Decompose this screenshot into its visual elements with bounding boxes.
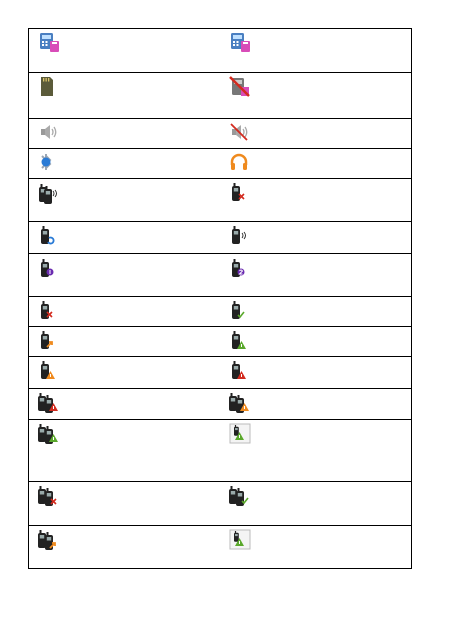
icon-table-body [29, 29, 412, 569]
table-cell [29, 73, 221, 119]
table-cell [29, 357, 221, 389]
phones-warning-red-icon [38, 392, 62, 414]
memory-card-phone-icon [229, 32, 253, 54]
sd-card-blocked-icon [229, 76, 253, 98]
phone-check-icon [229, 300, 253, 322]
table-cell [220, 119, 412, 149]
table-cell [29, 526, 221, 569]
table-cell [220, 482, 412, 526]
table-cell [29, 297, 221, 327]
table-row [29, 297, 412, 327]
phone-warning-green-icon [229, 330, 253, 352]
phone-talking-icon [229, 225, 253, 247]
table-cell [29, 179, 221, 222]
table-cell [220, 357, 412, 389]
table-cell [220, 73, 412, 119]
table-cell [220, 297, 412, 327]
sd-card-icon [38, 76, 62, 98]
table-cell [220, 222, 412, 254]
table-cell [29, 389, 221, 420]
phone-error-icon [229, 182, 253, 204]
table-row [29, 327, 412, 357]
table-cell [29, 482, 221, 526]
table-row [29, 420, 412, 482]
icon-table [28, 28, 412, 569]
headphones-icon [229, 152, 253, 174]
table-row [29, 389, 412, 420]
table-cell [29, 254, 221, 297]
phones-talking-icon [38, 182, 62, 204]
table-row [29, 73, 412, 119]
table-cell [220, 179, 412, 222]
phone-line1-icon [38, 257, 62, 279]
phones-warning-orange-icon [229, 392, 253, 414]
phones-arrow-icon [38, 529, 62, 551]
table-row [29, 357, 412, 389]
speaker-icon [38, 122, 62, 144]
table-row [29, 29, 412, 73]
table-cell [29, 119, 221, 149]
table-cell [220, 327, 412, 357]
table-row [29, 179, 412, 222]
table-row [29, 149, 412, 179]
phones-warning-green-icon [38, 423, 62, 445]
phone-warning-red-icon [229, 360, 253, 382]
table-cell [29, 149, 221, 179]
table-row [29, 222, 412, 254]
memory-card-phone-icon [38, 32, 62, 54]
phones-delete-icon [38, 485, 62, 507]
image-warning-small-icon [229, 529, 253, 551]
phone-refresh-icon [38, 225, 62, 247]
phone-warning-orange-icon [38, 360, 62, 382]
phone-line2-icon [229, 257, 253, 279]
phone-arrow-icon [38, 330, 62, 352]
table-row [29, 482, 412, 526]
table-cell [29, 327, 221, 357]
table-cell [220, 526, 412, 569]
table-cell [220, 149, 412, 179]
table-cell [220, 254, 412, 297]
image-warning-icon [229, 423, 253, 445]
table-cell [220, 29, 412, 73]
speaker-muted-icon [229, 122, 253, 144]
table-cell [29, 29, 221, 73]
phones-check-icon [229, 485, 253, 507]
table-row [29, 119, 412, 149]
bluetooth-icon [38, 152, 62, 174]
table-cell [29, 222, 221, 254]
phone-delete-icon [38, 300, 62, 322]
table-cell [220, 420, 412, 482]
table-row [29, 526, 412, 569]
table-cell [220, 389, 412, 420]
table-row [29, 254, 412, 297]
table-cell [29, 420, 221, 482]
